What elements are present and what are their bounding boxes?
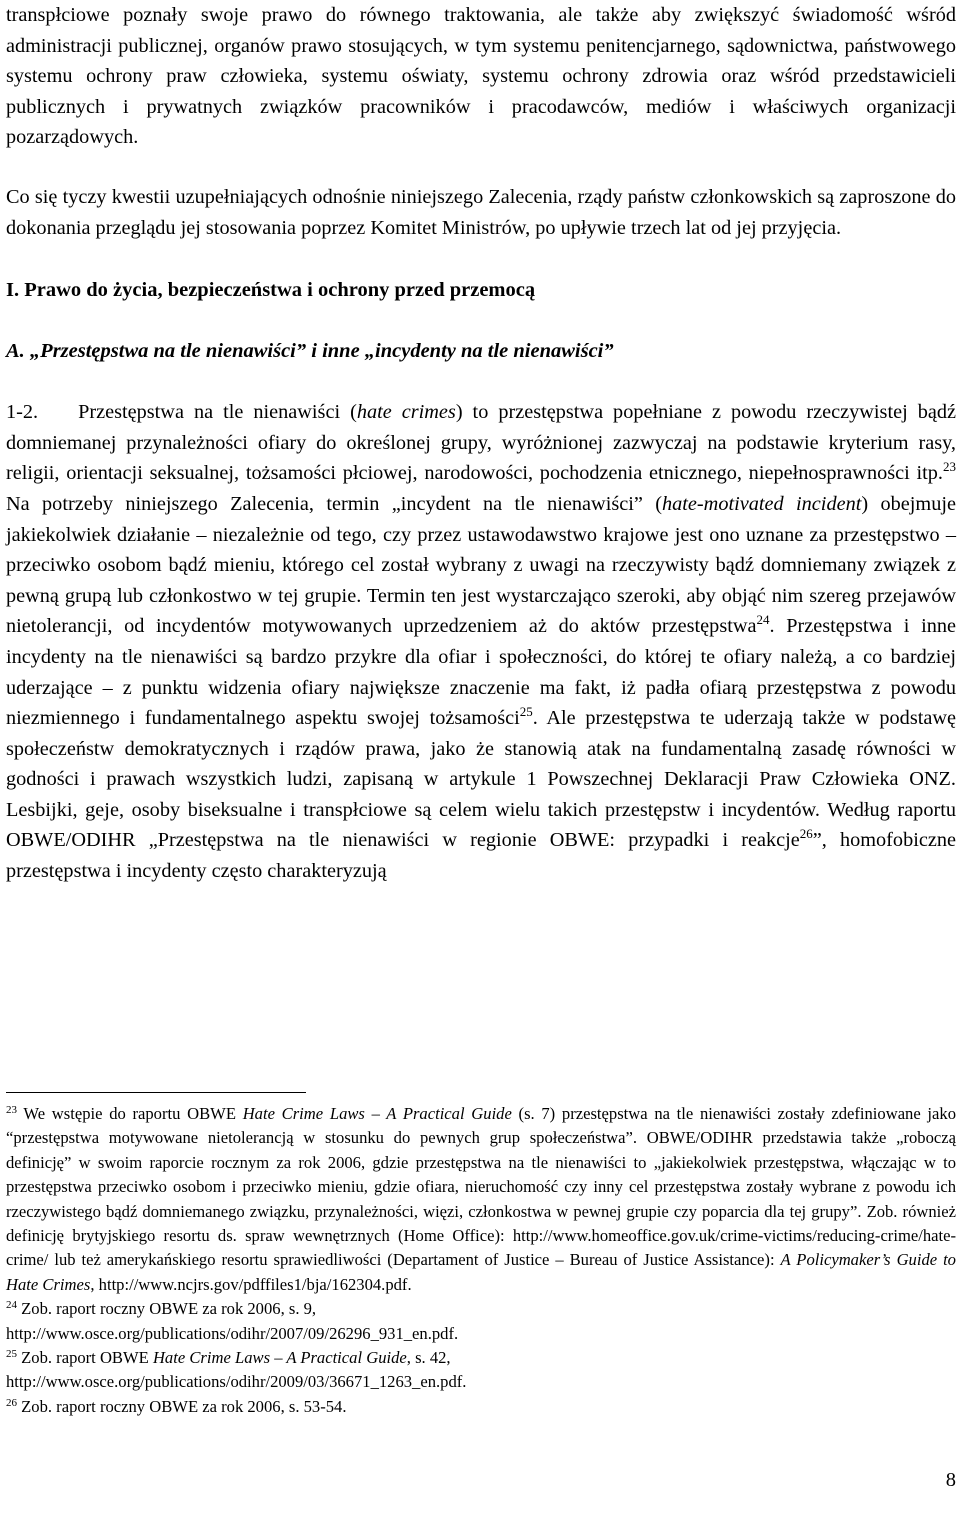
text-run: Zob. raport roczny OBWE za rok 2006, s. 53-54. bbox=[17, 1396, 347, 1416]
italic-title: Hate Crime Laws – A Practical Guide bbox=[152, 1348, 407, 1368]
footnote-23 bbox=[6, 1102, 956, 1297]
italic-title: A Policymaker’s Guide to Hate Crimes bbox=[6, 1250, 956, 1294]
subsection-heading: A. „Przestępstwa na tle nienawiści” i inne „incydenty na tle nienawiści” bbox=[6, 340, 614, 363]
footnote-ref-24[interactable]: 24 bbox=[756, 612, 770, 628]
italic-term: hate crimes bbox=[356, 401, 456, 424]
text-run: , http://www.ncjrs.gov/pdffiles1/bja/162304.pdf. bbox=[90, 1274, 412, 1294]
text-run: We wstępie do raportu OBWE bbox=[17, 1104, 243, 1123]
footnote-link[interactable]: http://www.osce.org/publications/odihr/2009/03/36671_1263_en.pdf. bbox=[6, 1372, 467, 1392]
paragraph-intro: transpłciowe poznały swoje prawo do równego traktowania, ale także aby zwiększyć świadomość wśród administracji publicznej, organów prawo stosujących, w tym systemu penitencjarnego, sądownictwa, państwowego systemu ochrony praw człowieka, systemu oświaty, systemu ochrony zdrowia oraz wśród przedstawicieli publicznych i prywatnych związków pracowników i pracodawców, mediów i właściwych organizacji pozarządowych. bbox=[6, 4, 956, 149]
footnote-ref-25[interactable]: 25 bbox=[519, 704, 533, 720]
section-heading: I. Prawo do życia, bezpieczeństwa i ochrony przed przemocą bbox=[6, 279, 536, 302]
footnote-25 bbox=[6, 1346, 956, 1395]
paragraph-review: Co się tyczy kwestii uzupełniających odnośnie niniejszego Zalecenia, rządy państw członkowskich są zaproszone do dokonania przeglądu jej stosowania poprzez Komitet Ministrów, po upływie trzech lat od jej przyjęcia. bbox=[6, 185, 956, 239]
footnote-ref-26[interactable]: 26 bbox=[799, 826, 813, 842]
text-run: Zob. raport OBWE bbox=[17, 1348, 153, 1368]
footnote-separator bbox=[6, 1092, 306, 1093]
text-run: ) to przestępstwa popełniane z powodu rzeczywistej bądź domniemanej przynależności ofiary do określonej grupy, wyróżnionej zazwyczaj na podstawie kryterium rasy, religii, orientacji seksualnej, tożsamości płciowej, narodowości, pochodzenia etnicznego, niepełnosprawności itp. bbox=[6, 401, 956, 485]
text-run: Przestępstwa na tle nienawiści ( bbox=[78, 401, 357, 424]
text-run: . Przestępstwa i inne incydenty na tle nienawiści są bardzo przykre dla ofiar i społeczności, do której te ofiary należą, a co bardziej uderzające – z punktu widzenia ofiary największe znaczenie ma fakt, iż padła ofiarą przestępstwa z powodu niezmiennego i fundamentalnego aspektu swojej tożsamości bbox=[6, 615, 956, 730]
page-number: 8 bbox=[945, 1469, 956, 1491]
footnote-number: 24 bbox=[6, 1299, 17, 1312]
paragraph-hate-crimes bbox=[6, 397, 956, 887]
text-run: ”, homofobiczne przestępstwa i incydenty często charakteryzują bbox=[6, 829, 956, 883]
text-run: ) obejmuje jakiekolwiek działanie – niezależnie od tego, czy przez ustawodawstwo krajowe jest ono uznane za przestępstwo – przeciwko osobom bądź mieniu, którego cel został wybrany z uwagi na rzeczywisty bądź domniemany związek z pewną grupą lub członkostwo w tej grupie. Termin ten jest wystarczająco szeroki, aby objąć nim szereg przejawów nietolerancji, od incydentów motywowanych uprzedzeniem aż do aktów przestępstwa bbox=[6, 492, 956, 638]
footnote-link[interactable]: http://www.osce.org/publications/odihr/2007/09/26296_931_en.pdf. bbox=[6, 1323, 459, 1343]
italic-term: hate-motivated incident bbox=[662, 492, 862, 515]
text-run: (s. 7) przestępstwa na tle nienawiści zostały zdefiniowane jako “przestępstwa motywowane nietolerancją w stosunku do pewnych grup społeczeństwa”. OBWE/ODIHR przedstawia także „roboczą definicję” w swoim raporcie rocznym za rok 2006, gdzie przestępstwa na tle nienawiści to „jakiekolwiek przestępstwa, włączając w to przestępstwa przeciwko osobom i przeciwko mieniu, gdzie ofiara, nieruchomość czy inny cel przestępstwa zostały wybrane z powodu ich rzeczywistego bądź domniemanego związku, przynależności, więzi, członkostwa w pewnej grupie czy poparcia dla tej grupy”. Zob. również definicję brytyjskiego resortu ds. spraw wewnętrznych (Home Office): http://www.homeoffice.gov.uk/crime-victims/reducing-crime/hate-crime/ lub też amerykańskiego resortu sprawiedliwości (Departament of Justice – Bureau of Justice Assistance): bbox=[6, 1104, 956, 1270]
footnote-number: 26 bbox=[6, 1396, 17, 1409]
footnote-number: 25 bbox=[6, 1348, 17, 1361]
footnote-26 bbox=[6, 1395, 956, 1419]
footnote-ref-23[interactable]: 23 bbox=[943, 459, 956, 475]
document-page bbox=[6, 0, 956, 887]
text-run: Na potrzeby niniejszego Zalecenia, termin „incydent na tle nienawiści” ( bbox=[6, 492, 662, 515]
footnote-24 bbox=[6, 1297, 956, 1346]
text-run: . Ale przestępstwa te uderzają także w podstawę społeczeństw demokratycznych i rządów prawa, jako że stanowią atak na fundamentalną zasadę równości w godności i prawach wszystkich ludzi, zapisaną w artykule 1 Powszechnej Deklaracji Praw Człowieka ONZ. Lesbijki, geje, osoby biseksualne i transpłciowe są celem wielu takich przestępstw i incydentów. Według raportu OBWE/ODIHR „Przestępstwa na tle nienawiści w regionie OBWE: przypadki i reakcje bbox=[6, 707, 956, 852]
footnotes bbox=[6, 1102, 956, 1419]
paragraph-number: 1-2. bbox=[6, 401, 39, 424]
italic-title: Hate Crime Laws – A Practical Guide bbox=[242, 1104, 512, 1123]
text-run: , s. 42, bbox=[406, 1348, 451, 1368]
footnote-number: 23 bbox=[6, 1104, 17, 1116]
text-run: Zob. raport roczny OBWE za rok 2006, s. 9, bbox=[17, 1299, 317, 1319]
